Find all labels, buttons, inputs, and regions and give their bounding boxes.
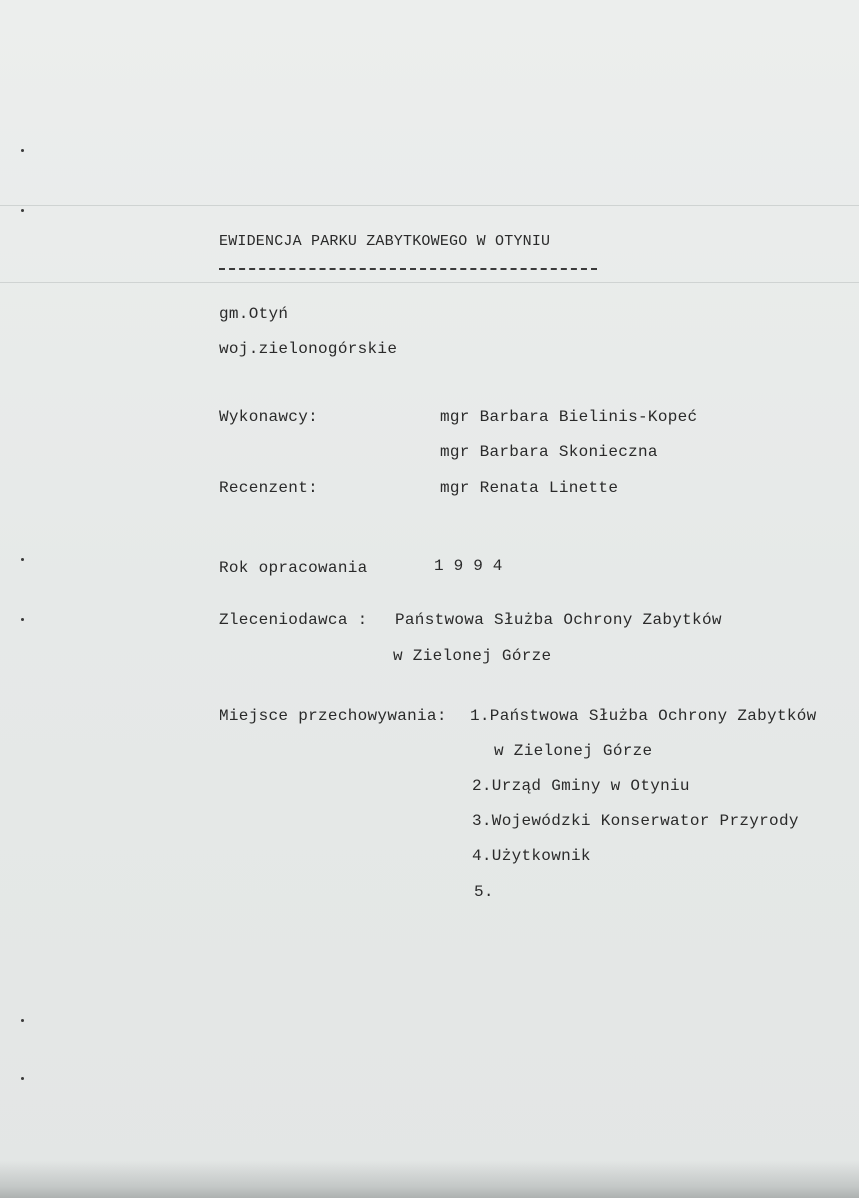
zleceniodawca-line: w Zielonej Górze [393,647,552,665]
rok-label: Rok opracowania [219,559,368,577]
margin-mark [21,558,24,561]
gmina-text: gm.Otyń [219,305,289,323]
miejsce-item: 2.Urząd Gminy w Otyniu [472,777,690,795]
miejsce-item: 3.Wojewódzki Konserwator Przyrody [472,812,799,830]
margin-mark [21,1077,24,1080]
wykonawcy-label: Wykonawcy: [219,408,319,426]
margin-mark [21,209,24,212]
margin-mark [21,618,24,621]
recenzent-label: Recenzent: [219,479,319,497]
margin-mark [21,1019,24,1022]
miejsce-item: w Zielonej Górze [494,742,653,760]
wojewodztwo-text: woj.zielonogórskie [219,340,398,358]
zleceniodawca-label: Zleceniodawca : [219,611,368,629]
wykonawca-name: mgr Barbara Bielinis-Kopeć [440,408,698,426]
wykonawca-name: mgr Barbara Skonieczna [440,443,658,461]
recenzent-name: mgr Renata Linette [440,479,619,497]
page-fold-line-upper [0,205,859,206]
page-fold-line-lower [0,282,859,283]
document-title: EWIDENCJA PARKU ZABYTKOWEGO W OTYNIU [219,233,551,250]
miejsce-item: 4.Użytkownik [472,847,591,865]
miejsce-item: 1.Państwowa Służba Ochrony Zabytków [470,707,817,725]
title-underline [219,268,597,270]
zleceniodawca-line: Państwowa Służba Ochrony Zabytków [395,611,722,629]
rok-value: 1994 [434,557,513,575]
miejsce-label: Miejsce przechowywania: [219,707,447,725]
miejsce-item: 5. [474,883,494,901]
margin-mark [21,149,24,152]
scan-bottom-shadow [0,1160,859,1198]
